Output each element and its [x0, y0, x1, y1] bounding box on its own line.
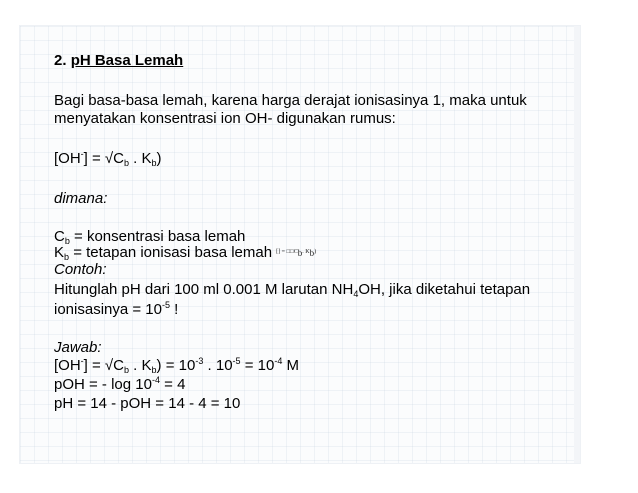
answer-line-3: pH = 14 - pOH = 14 - 4 = 10: [54, 395, 241, 412]
formula-line: $[OH^-] = √C_b$ . $K_b$): [54, 149, 162, 168]
slide-panel: [20, 26, 580, 463]
tiny-formula: [] = □□Cb. Kb): [276, 248, 317, 258]
section-heading: [54, 52, 183, 70]
slide-edge: [574, 26, 580, 463]
answer-line-2: pOH = - $\log 10^{-4} = 4$: [54, 375, 186, 393]
question-line-2: ionisasinya = $10^{-5}$ !: [54, 300, 179, 318]
heading-title: pH Basa Lemah: [70, 52, 184, 69]
heading-number: 2.: [54, 52, 67, 69]
definition-kb: $K_b$ = tetapan ionisasi basa lemah $^{[] = □□C_b. K_b)}$: [54, 244, 317, 262]
dimana-label: dimana:: [54, 190, 108, 207]
question-line-1: Hitunglah pH dari 100 ml 0.001 M larutan $NH_4OH$, jika diketahui tetapan: [54, 281, 531, 299]
answer-line-1: $[OH^-] = √C_b$ . $K_b) = 10^{-3}$ . $10^{-5} = 10^{-4}$ M: [54, 356, 300, 375]
contoh-label: Contoh:: [54, 261, 107, 278]
definition-cb: $C_b$ = konsentrasi basa lemah: [54, 228, 246, 246]
intro-line-2: menyatakan konsentrasi ion OH- digunakan rumus:: [54, 110, 396, 127]
jawab-label: Jawab:: [54, 339, 102, 356]
intro-line-1: Bagi basa-basa lemah, karena harga derajat ionisasinya 1, maka untuk: [54, 92, 527, 109]
